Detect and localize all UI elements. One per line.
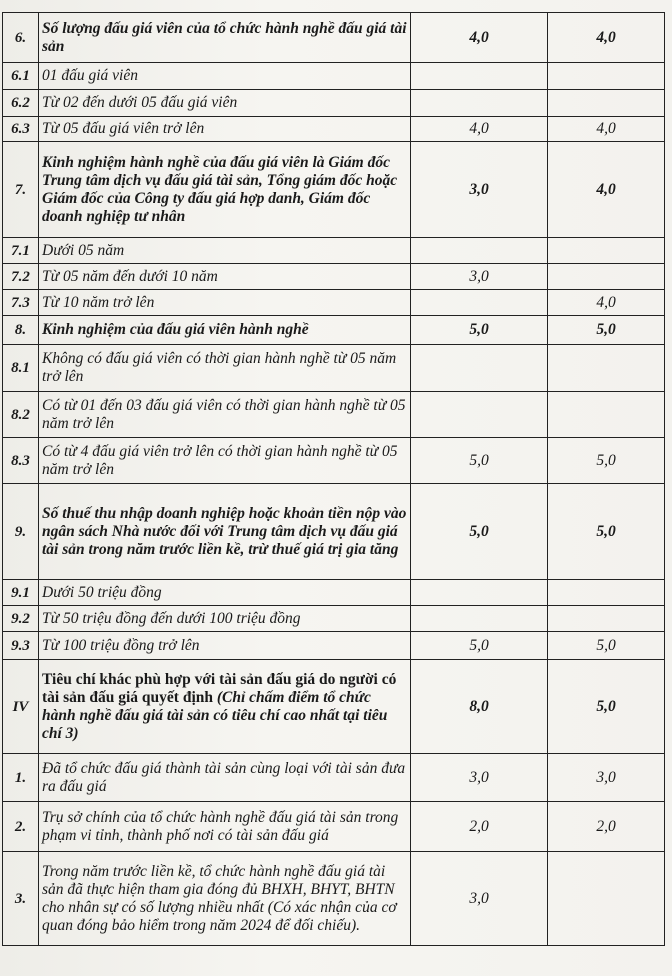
table-row xyxy=(3,632,665,660)
row-number: 6.1 xyxy=(3,63,39,90)
table-row xyxy=(3,238,665,264)
score-max xyxy=(411,90,548,117)
criterion-note: (Chỉ chấm điểm tổ chức hành nghề đấu giá tài sản có tiêu chí cao nhất tại tiêu chí 3) xyxy=(42,688,388,742)
score-max: 5,0 xyxy=(411,484,548,580)
row-number: 2. xyxy=(3,802,39,852)
score-awarded: 5,0 xyxy=(548,632,665,660)
row-number: 7.3 xyxy=(3,290,39,316)
table-row xyxy=(3,117,665,142)
row-number: 8.3 xyxy=(3,438,39,484)
score-max: 3,0 xyxy=(411,264,548,290)
criterion-text: Từ 02 đến dưới 05 đấu giá viên xyxy=(39,90,411,117)
score-awarded: 3,0 xyxy=(548,754,665,802)
row-number: 9.3 xyxy=(3,632,39,660)
score-awarded xyxy=(548,345,665,392)
table-row xyxy=(3,90,665,117)
row-number: 9.1 xyxy=(3,580,39,606)
criterion-text: Kinh nghiệm của đấu giá viên hành nghề xyxy=(39,316,411,345)
row-number: 1. xyxy=(3,754,39,802)
score-max xyxy=(411,392,548,438)
criterion-text: Đã tổ chức đấu giá thành tài sản cùng loại với tài sản đưa ra đấu giá xyxy=(39,754,411,802)
score-max: 4,0 xyxy=(411,13,548,63)
score-max: 3,0 xyxy=(411,754,548,802)
criterion-text: Trong năm trước liền kề, tổ chức hành nghề đấu giá tài sản đã thực hiện tham gia đóng đủ BHXH, BHYT, BHTN cho nhân sự có số lượng nhiều nhất (Có xác nhận của cơ quan đóng bảo hiểm trong năm 2024 để đối chiếu). xyxy=(39,852,411,946)
row-number: 6.2 xyxy=(3,90,39,117)
table-row xyxy=(3,63,665,90)
score-max: 4,0 xyxy=(411,117,548,142)
row-number: 6.3 xyxy=(3,117,39,142)
score-awarded xyxy=(548,392,665,438)
row-number: 3. xyxy=(3,852,39,946)
table-row xyxy=(3,580,665,606)
score-awarded xyxy=(548,238,665,264)
criterion-text: Từ 50 triệu đồng đến dưới 100 triệu đồng xyxy=(39,606,411,632)
table-row xyxy=(3,13,665,63)
table-row xyxy=(3,438,665,484)
score-awarded: 4,0 xyxy=(548,290,665,316)
table-row xyxy=(3,345,665,392)
criterion-text: Có từ 4 đấu giá viên trở lên có thời gian hành nghề từ 05 năm trở lên xyxy=(39,438,411,484)
score-awarded xyxy=(548,852,665,946)
score-max xyxy=(411,63,548,90)
criterion-text: Số thuế thu nhập doanh nghiệp hoặc khoản tiền nộp vào ngân sách Nhà nước đối với Trung tâm dịch vụ đấu giá tài sản trong năm trước liền kề, trừ thuế giá trị gia tăng xyxy=(39,484,411,580)
score-max: 5,0 xyxy=(411,632,548,660)
criterion-text: Từ 10 năm trở lên xyxy=(39,290,411,316)
score-max: 8,0 xyxy=(411,660,548,754)
criterion-text: Dưới 50 triệu đồng xyxy=(39,580,411,606)
criteria-table xyxy=(2,12,665,946)
score-awarded xyxy=(548,580,665,606)
row-number: 6. xyxy=(3,13,39,63)
score-max xyxy=(411,345,548,392)
row-number: 7.2 xyxy=(3,264,39,290)
score-awarded: 5,0 xyxy=(548,484,665,580)
row-number: 7.1 xyxy=(3,238,39,264)
criterion-text: 01 đấu giá viên xyxy=(39,63,411,90)
score-awarded xyxy=(548,63,665,90)
score-max: 5,0 xyxy=(411,438,548,484)
criterion-text: Từ 05 năm đến dưới 10 năm xyxy=(39,264,411,290)
score-max xyxy=(411,290,548,316)
score-max: 5,0 xyxy=(411,316,548,345)
table-row xyxy=(3,852,665,946)
score-awarded: 5,0 xyxy=(548,438,665,484)
row-number: 9.2 xyxy=(3,606,39,632)
table-row xyxy=(3,754,665,802)
criterion-text: Dưới 05 năm xyxy=(39,238,411,264)
row-number: 7. xyxy=(3,142,39,238)
criterion-text: Trụ sở chính của tổ chức hành nghề đấu giá tài sản trong phạm vi tỉnh, thành phố nơi có tài sản đấu giá xyxy=(39,802,411,852)
score-awarded: 2,0 xyxy=(548,802,665,852)
criterion-title: Tiêu chí khác phù hợp với tài sản đấu giá do người có tài sản đấu giá quyết định xyxy=(42,670,397,706)
criterion-text: Số lượng đấu giá viên của tổ chức hành nghề đấu giá tài sản xyxy=(39,13,411,63)
score-awarded: 5,0 xyxy=(548,316,665,345)
row-number: 8.1 xyxy=(3,345,39,392)
table-row xyxy=(3,606,665,632)
criterion-text: Không có đấu giá viên có thời gian hành nghề từ 05 năm trở lên xyxy=(39,345,411,392)
criterion-text: Từ 100 triệu đồng trở lên xyxy=(39,632,411,660)
table-row xyxy=(3,484,665,580)
criterion-text: Kinh nghiệm hành nghề của đấu giá viên là Giám đốc Trung tâm dịch vụ đấu giá tài sản, Tổng giám đốc hoặc Giám đốc của Công ty đấu giá hợp danh, Giám đốc doanh nghiệp tư nhân xyxy=(39,142,411,238)
score-awarded xyxy=(548,90,665,117)
criterion-text xyxy=(39,660,411,754)
score-max xyxy=(411,606,548,632)
table-row xyxy=(3,392,665,438)
table-row xyxy=(3,142,665,238)
score-max: 3,0 xyxy=(411,142,548,238)
table-row xyxy=(3,660,665,754)
score-awarded xyxy=(548,264,665,290)
criterion-text: Có từ 01 đến 03 đấu giá viên có thời gian hành nghề từ 05 năm trở lên xyxy=(39,392,411,438)
table-row xyxy=(3,316,665,345)
row-number: 9. xyxy=(3,484,39,580)
score-max xyxy=(411,238,548,264)
row-number: IV xyxy=(3,660,39,754)
row-number: 8.2 xyxy=(3,392,39,438)
row-number: 8. xyxy=(3,316,39,345)
table-row xyxy=(3,264,665,290)
score-awarded: 5,0 xyxy=(548,660,665,754)
score-max: 3,0 xyxy=(411,852,548,946)
table-row xyxy=(3,290,665,316)
score-awarded xyxy=(548,606,665,632)
criterion-text: Từ 05 đấu giá viên trở lên xyxy=(39,117,411,142)
table-row xyxy=(3,802,665,852)
score-awarded: 4,0 xyxy=(548,142,665,238)
score-awarded: 4,0 xyxy=(548,117,665,142)
score-max xyxy=(411,580,548,606)
score-max: 2,0 xyxy=(411,802,548,852)
score-awarded: 4,0 xyxy=(548,13,665,63)
